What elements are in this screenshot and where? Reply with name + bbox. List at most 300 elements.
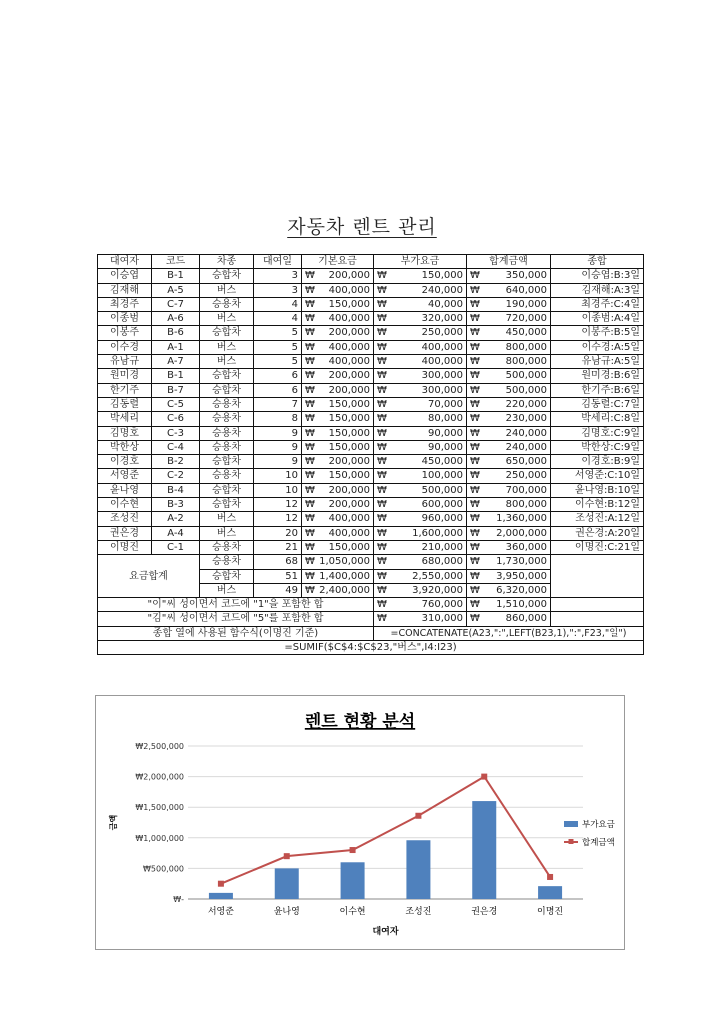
x-axis-label: 대여자	[372, 927, 399, 937]
won-sign: ₩	[377, 527, 387, 539]
base-fee-cell-value: 400,000	[328, 341, 370, 353]
won-sign: ₩	[305, 356, 315, 368]
won-sign: ₩	[305, 427, 315, 439]
won-sign: ₩	[470, 541, 480, 553]
summary-vehicle-type: 버스	[200, 583, 254, 597]
code-cell: B-4	[152, 483, 200, 497]
won-sign: ₩	[305, 398, 315, 410]
total-amount-cell	[467, 312, 551, 326]
vehicle-type-cell: 승용차	[200, 412, 254, 426]
code-cell: A-7	[152, 355, 200, 369]
won-sign: ₩	[470, 513, 480, 525]
total-amount-cell	[467, 397, 551, 411]
total-amount-cell	[467, 483, 551, 497]
won-sign: ₩	[305, 513, 315, 525]
won-sign: ₩	[470, 398, 480, 410]
vehicle-type-cell: 승용차	[200, 469, 254, 483]
vehicle-type-cell: 버스	[200, 340, 254, 354]
summary-cell: 한기주:B:6일	[551, 383, 644, 397]
vehicle-type-cell: 승합차	[200, 498, 254, 512]
vehicle-type-cell: 승용차	[200, 426, 254, 440]
won-sign: ₩	[305, 484, 315, 496]
summary-base-fee-value: 1,400,000	[319, 570, 370, 582]
code-cell: C-1	[152, 540, 200, 554]
won-sign: ₩	[305, 584, 315, 596]
vehicle-type-cell: 버스	[200, 355, 254, 369]
table-row	[98, 326, 644, 340]
extra-fee-cell	[374, 526, 467, 540]
extra-fee-cell	[374, 312, 467, 326]
table-row	[98, 297, 644, 311]
extra-fee-cell-value: 250,000	[421, 327, 463, 339]
formula-note-row	[98, 626, 644, 640]
total-amount-cell	[467, 269, 551, 283]
won-sign: ₩	[470, 313, 480, 325]
won-sign: ₩	[470, 613, 480, 625]
rental-days-cell: 4	[254, 297, 302, 311]
base-fee-cell	[302, 269, 374, 283]
extra-fee-cell-value: 400,000	[421, 356, 463, 368]
summary-extra-fee	[374, 583, 467, 597]
sumif-formula: =SUMIF($C$4:$C$23,"버스",I4:I23)	[98, 641, 644, 655]
code-cell: C-6	[152, 412, 200, 426]
legend-label-extra-fee: 부가요금	[582, 820, 615, 830]
summary-cell: 이수경:A:5일	[551, 340, 644, 354]
vehicle-type-cell: 승용차	[200, 440, 254, 454]
base-fee-cell-value: 150,000	[328, 541, 370, 553]
rental-days-cell: 12	[254, 512, 302, 526]
base-fee-cell	[302, 540, 374, 554]
line-point-total-amount	[284, 853, 290, 859]
concatenate-formula: =CONCATENATE(A23,":",LEFT(B23,1),":",F23,"일")	[374, 626, 644, 640]
column-header: 기본요금	[302, 255, 374, 269]
vehicle-type-cell: 승용차	[200, 397, 254, 411]
summary-cell: 이종범:A:4일	[551, 312, 644, 326]
rental-days-cell: 3	[254, 269, 302, 283]
base-fee-cell	[302, 283, 374, 297]
total-amount-cell-value: 2,000,000	[496, 527, 547, 539]
renter-cell: 이봉주	[98, 326, 152, 340]
chart-title: 렌트 현황 분석	[304, 712, 416, 732]
total-amount-cell-value: 500,000	[505, 384, 547, 396]
bar-extra-fee	[209, 893, 233, 899]
total-amount-cell-value: 1,360,000	[496, 513, 547, 525]
summary-cell: 원미경:B:6일	[551, 369, 644, 383]
summary-base-fee-value: 1,050,000	[319, 556, 370, 568]
summary-cell: 박세리:C:8일	[551, 412, 644, 426]
summary-total-value: 6,320,000	[496, 584, 547, 596]
summary-total	[467, 569, 551, 583]
code-cell: C-2	[152, 469, 200, 483]
base-fee-cell-value: 200,000	[328, 270, 370, 282]
y-tick-label: ₩2,500,000	[135, 742, 184, 751]
code-cell: B-3	[152, 498, 200, 512]
extra-fee-cell	[374, 283, 467, 297]
total-amount-cell-value: 800,000	[505, 341, 547, 353]
extra-fee-cell-value: 450,000	[421, 456, 463, 468]
base-fee-cell-value: 200,000	[328, 327, 370, 339]
total-amount-cell	[467, 340, 551, 354]
total-amount-cell-value: 700,000	[505, 484, 547, 496]
bar-extra-fee	[538, 886, 562, 899]
base-fee-cell	[302, 512, 374, 526]
total-amount-cell-value: 640,000	[505, 284, 547, 296]
y-tick-label: ₩1,000,000	[135, 833, 184, 843]
rental-days-cell: 6	[254, 369, 302, 383]
summary-extra-fee-value: 680,000	[421, 556, 463, 568]
x-tick-label: 이명진	[537, 907, 564, 917]
line-point-total-amount	[481, 774, 487, 780]
table-row	[98, 312, 644, 326]
won-sign: ₩	[470, 356, 480, 368]
won-sign: ₩	[377, 470, 387, 482]
renter-cell: 최경주	[98, 297, 152, 311]
renter-cell: 이경호	[98, 455, 152, 469]
code-cell: A-1	[152, 340, 200, 354]
base-fee-cell-value: 200,000	[328, 370, 370, 382]
conditional-total	[467, 612, 551, 626]
renter-cell: 이승엽	[98, 269, 152, 283]
base-fee-cell	[302, 498, 374, 512]
won-sign: ₩	[377, 313, 387, 325]
line-point-total-amount	[350, 847, 356, 853]
y-tick-label: ₩2,000,000	[135, 772, 184, 782]
total-amount-cell	[467, 326, 551, 340]
total-amount-cell-value: 800,000	[505, 499, 547, 511]
base-fee-cell	[302, 397, 374, 411]
summary-cell: 서영준:C:10일	[551, 469, 644, 483]
rental-days-cell: 3	[254, 283, 302, 297]
table-row	[98, 383, 644, 397]
x-tick-label: 권은경	[471, 907, 498, 917]
code-cell: B-2	[152, 455, 200, 469]
won-sign: ₩	[305, 499, 315, 511]
vehicle-type-cell: 버스	[200, 283, 254, 297]
extra-fee-cell	[374, 483, 467, 497]
summary-cell: 김동렬:C:7일	[551, 397, 644, 411]
bar-extra-fee	[275, 868, 299, 899]
extra-fee-cell	[374, 340, 467, 354]
won-sign: ₩	[470, 327, 480, 339]
table-row	[98, 269, 644, 283]
code-cell: C-4	[152, 440, 200, 454]
won-sign: ₩	[470, 341, 480, 353]
line-point-total-amount	[218, 881, 224, 887]
table-row	[98, 512, 644, 526]
won-sign: ₩	[377, 484, 387, 496]
summary-cell: 이승엽:B:3일	[551, 269, 644, 283]
won-sign: ₩	[470, 599, 480, 611]
won-sign: ₩	[377, 356, 387, 368]
won-sign: ₩	[377, 441, 387, 453]
bar-extra-fee	[472, 801, 496, 899]
summary-extra-fee	[374, 569, 467, 583]
renter-cell: 이수경	[98, 340, 152, 354]
summary-cell: 이봉주:B:5일	[551, 326, 644, 340]
won-sign: ₩	[470, 456, 480, 468]
rental-days-cell: 8	[254, 412, 302, 426]
rental-days-cell: 10	[254, 483, 302, 497]
summary-cell: 이경호:B:9일	[551, 455, 644, 469]
total-amount-cell-value: 650,000	[505, 456, 547, 468]
won-sign: ₩	[377, 456, 387, 468]
won-sign: ₩	[377, 370, 387, 382]
summary-total	[467, 583, 551, 597]
base-fee-cell-value: 150,000	[328, 398, 370, 410]
summary-cell: 윤나영:B:10일	[551, 483, 644, 497]
total-amount-cell	[467, 297, 551, 311]
won-sign: ₩	[305, 298, 315, 310]
total-amount-cell	[467, 498, 551, 512]
conditional-total	[467, 598, 551, 612]
summary-extra-fee-value: 3,920,000	[412, 584, 463, 596]
code-cell: A-6	[152, 312, 200, 326]
summary-cell: 박한상:C:9일	[551, 440, 644, 454]
won-sign: ₩	[377, 570, 387, 582]
column-header: 코드	[152, 255, 200, 269]
table-row	[98, 426, 644, 440]
won-sign: ₩	[377, 427, 387, 439]
code-cell: B-1	[152, 269, 200, 283]
base-fee-cell-value: 400,000	[328, 284, 370, 296]
column-header: 대여일	[254, 255, 302, 269]
formula-note-label: 종합 열에 사용된 함수식(이명진 기준)	[98, 626, 374, 640]
empty-cell	[551, 555, 644, 598]
bar-extra-fee	[406, 840, 430, 899]
conditional-extra-fee-value: 310,000	[421, 613, 463, 625]
code-cell: C-5	[152, 397, 200, 411]
won-sign: ₩	[305, 341, 315, 353]
renter-cell: 김재해	[98, 283, 152, 297]
summary-cell: 김재해:A:3일	[551, 283, 644, 297]
extra-fee-cell-value: 600,000	[421, 499, 463, 511]
legend-label-total: 합계금액	[582, 838, 615, 848]
total-amount-cell-value: 500,000	[505, 370, 547, 382]
table-row	[98, 483, 644, 497]
rental-days-cell: 9	[254, 426, 302, 440]
base-fee-cell	[302, 483, 374, 497]
sumif-row	[98, 641, 644, 655]
conditional-total-value: 1,510,000	[496, 599, 547, 611]
total-amount-cell	[467, 383, 551, 397]
extra-fee-cell	[374, 498, 467, 512]
won-sign: ₩	[305, 270, 315, 282]
vehicle-type-cell: 버스	[200, 526, 254, 540]
conditional-sum-row	[98, 598, 644, 612]
won-sign: ₩	[305, 556, 315, 568]
won-sign: ₩	[305, 313, 315, 325]
won-sign: ₩	[305, 456, 315, 468]
base-fee-cell-value: 200,000	[328, 499, 370, 511]
base-fee-cell-value: 400,000	[328, 513, 370, 525]
summary-vehicle-type: 승용차	[200, 555, 254, 569]
fee-total-label: 요금합계	[98, 555, 200, 598]
y-tick-label: ₩500,000	[143, 864, 184, 874]
won-sign: ₩	[377, 541, 387, 553]
total-amount-cell-value: 230,000	[505, 413, 547, 425]
base-fee-cell-value: 150,000	[328, 427, 370, 439]
won-sign: ₩	[377, 298, 387, 310]
summary-cell: 최경주:C:4일	[551, 297, 644, 311]
summary-cell: 유남규:A:5일	[551, 355, 644, 369]
base-fee-cell	[302, 340, 374, 354]
x-tick-label: 윤나영	[273, 907, 300, 917]
sheet-title: 자동차 렌트 관리	[287, 216, 437, 238]
code-cell: B-1	[152, 369, 200, 383]
table-row	[98, 355, 644, 369]
won-sign: ₩	[377, 284, 387, 296]
total-amount-cell	[467, 540, 551, 554]
conditional-sum-row	[98, 612, 644, 626]
total-amount-cell	[467, 355, 551, 369]
table-row	[98, 540, 644, 554]
summary-base-fee	[302, 583, 374, 597]
table-row	[98, 340, 644, 354]
renter-cell: 박세리	[98, 412, 152, 426]
vehicle-type-cell: 승용차	[200, 540, 254, 554]
base-fee-cell-value: 200,000	[328, 484, 370, 496]
extra-fee-cell-value: 240,000	[421, 284, 463, 296]
extra-fee-cell	[374, 455, 467, 469]
summary-total-value: 3,950,000	[496, 570, 547, 582]
rental-days-cell: 5	[254, 355, 302, 369]
table-row	[98, 440, 644, 454]
table-row	[98, 397, 644, 411]
code-cell: C-3	[152, 426, 200, 440]
line-point-total-amount	[415, 813, 421, 819]
conditional-total-value: 860,000	[505, 613, 547, 625]
line-total-amount	[221, 777, 550, 884]
summary-cell: 권은경:A:20일	[551, 526, 644, 540]
x-tick-label: 조성진	[405, 907, 432, 917]
line-point-total-amount	[547, 874, 553, 880]
rental-table	[97, 254, 644, 655]
extra-fee-cell	[374, 426, 467, 440]
table-row	[98, 283, 644, 297]
empty-cell	[551, 612, 644, 626]
vehicle-type-cell: 승합차	[200, 326, 254, 340]
won-sign: ₩	[377, 613, 387, 625]
extra-fee-cell	[374, 540, 467, 554]
renter-cell: 이종범	[98, 312, 152, 326]
base-fee-cell	[302, 383, 374, 397]
total-amount-cell	[467, 455, 551, 469]
total-amount-cell-value: 190,000	[505, 298, 547, 310]
x-tick-label: 서영준	[207, 907, 234, 917]
vehicle-type-cell: 승합차	[200, 269, 254, 283]
won-sign: ₩	[377, 513, 387, 525]
renter-cell: 원미경	[98, 369, 152, 383]
y-tick-label: ₩1,500,000	[135, 803, 184, 813]
rental-days-cell: 12	[254, 498, 302, 512]
renter-cell: 김동렬	[98, 397, 152, 411]
base-fee-cell-value: 150,000	[328, 298, 370, 310]
extra-fee-cell	[374, 383, 467, 397]
base-fee-cell-value: 150,000	[328, 413, 370, 425]
rent-status-chart	[96, 696, 624, 949]
renter-cell: 박한상	[98, 440, 152, 454]
won-sign: ₩	[305, 327, 315, 339]
renter-cell: 서영준	[98, 469, 152, 483]
total-amount-cell-value: 720,000	[505, 313, 547, 325]
code-cell: B-6	[152, 326, 200, 340]
won-sign: ₩	[470, 427, 480, 439]
vehicle-type-cell: 버스	[200, 512, 254, 526]
base-fee-cell-value: 200,000	[328, 456, 370, 468]
rental-days-cell: 21	[254, 540, 302, 554]
summary-days: 49	[254, 583, 302, 597]
column-header: 종합	[551, 255, 644, 269]
won-sign: ₩	[377, 599, 387, 611]
extra-fee-cell-value: 40,000	[428, 298, 463, 310]
base-fee-cell-value: 150,000	[328, 470, 370, 482]
extra-fee-cell	[374, 512, 467, 526]
won-sign: ₩	[470, 584, 480, 596]
bar-extra-fee	[341, 862, 365, 899]
summary-vehicle-type: 승합차	[200, 569, 254, 583]
won-sign: ₩	[305, 384, 315, 396]
conditional-extra-fee	[374, 598, 467, 612]
won-sign: ₩	[305, 413, 315, 425]
extra-fee-cell-value: 80,000	[428, 413, 463, 425]
won-sign: ₩	[377, 384, 387, 396]
total-amount-cell-value: 240,000	[505, 441, 547, 453]
summary-cell: 김명호:C:9일	[551, 426, 644, 440]
total-amount-cell	[467, 283, 551, 297]
code-cell: A-2	[152, 512, 200, 526]
vehicle-type-cell: 승합차	[200, 369, 254, 383]
total-amount-cell-value: 800,000	[505, 356, 547, 368]
summary-row	[98, 555, 644, 569]
y-axis-label: 금액	[109, 814, 118, 831]
extra-fee-cell	[374, 397, 467, 411]
won-sign: ₩	[470, 484, 480, 496]
won-sign: ₩	[377, 499, 387, 511]
extra-fee-cell-value: 960,000	[421, 513, 463, 525]
total-amount-cell-value: 250,000	[505, 470, 547, 482]
extra-fee-cell	[374, 469, 467, 483]
summary-cell: 이명진:C:21일	[551, 540, 644, 554]
total-amount-cell	[467, 512, 551, 526]
won-sign: ₩	[470, 384, 480, 396]
summary-base-fee-value: 2,400,000	[319, 584, 370, 596]
code-cell: A-5	[152, 283, 200, 297]
extra-fee-cell	[374, 440, 467, 454]
rental-days-cell: 9	[254, 455, 302, 469]
table-row	[98, 369, 644, 383]
header-row	[98, 255, 644, 269]
won-sign: ₩	[470, 284, 480, 296]
extra-fee-cell-value: 300,000	[421, 370, 463, 382]
vehicle-type-cell: 승합차	[200, 483, 254, 497]
extra-fee-cell-value: 1,600,000	[412, 527, 463, 539]
base-fee-cell-value: 400,000	[328, 356, 370, 368]
base-fee-cell	[302, 526, 374, 540]
base-fee-cell	[302, 412, 374, 426]
chart-panel	[95, 695, 625, 950]
renter-cell: 유남규	[98, 355, 152, 369]
vehicle-type-cell: 승용차	[200, 297, 254, 311]
total-amount-cell	[467, 412, 551, 426]
table-row	[98, 526, 644, 540]
extra-fee-cell-value: 210,000	[421, 541, 463, 553]
conditional-sum-label: "김"씨 성이면서 코드에 "5"를 포함한 합	[98, 612, 374, 626]
won-sign: ₩	[377, 584, 387, 596]
x-tick-label: 이수현	[339, 907, 366, 917]
conditional-extra-fee	[374, 612, 467, 626]
rental-days-cell: 20	[254, 526, 302, 540]
rental-days-cell: 4	[254, 312, 302, 326]
